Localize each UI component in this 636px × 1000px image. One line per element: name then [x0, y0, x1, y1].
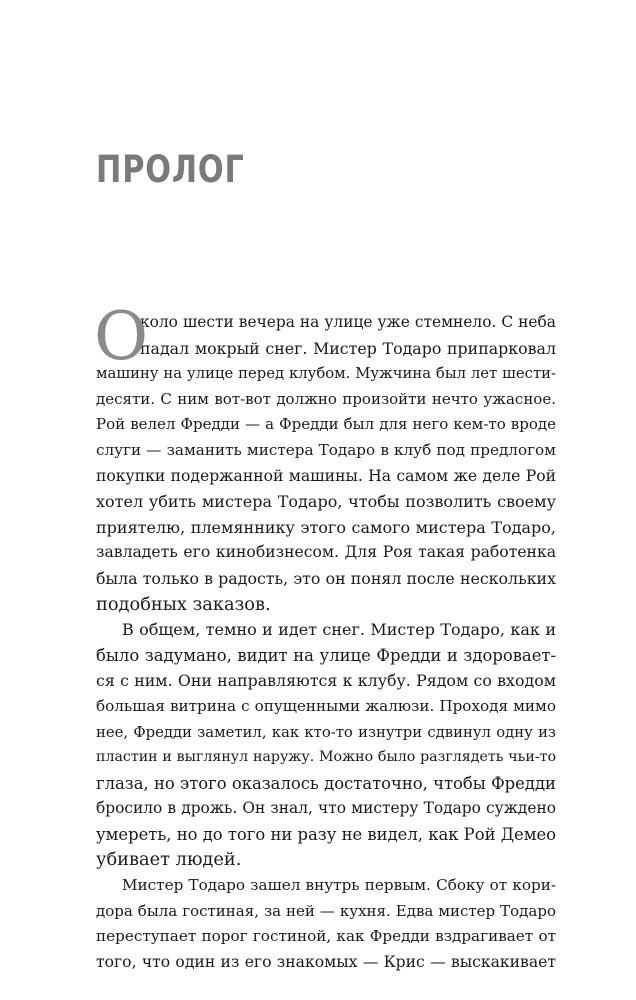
- text-line: было задумано, видит на улице Фредди и здоровает-: [96, 645, 556, 665]
- text-line: десяти. С ним вот-вот должно произойти нечто ужасное.: [96, 389, 556, 408]
- text-line: бросило в дрожь. Он знал, что мистеру Тодаро суждено: [96, 799, 556, 818]
- text-line: покупки подержанной машины. На самом же деле Рой: [96, 466, 556, 485]
- text-line: того, что один из его знакомых — Крис — выскакивает: [96, 952, 556, 971]
- text-line: завладеть его кинобизнесом. Для Роя такая работенка: [96, 543, 556, 562]
- text-line: падал мокрый снег. Мистер Тодаро припарковал: [140, 338, 556, 358]
- text-line: была только в радость, это он понял после нескольких: [96, 568, 556, 588]
- text-line: пластин и выглянул наружу. Можно было разглядеть чьи-то: [96, 749, 556, 766]
- text-line: Мистер Тодаро зашел внутрь первым. Сбоку от кори-: [122, 876, 556, 895]
- chapter-title: ПРОЛОГ: [96, 148, 245, 191]
- text-line: приятелю, племяннику этого самого мистера Тодаро,: [96, 517, 556, 537]
- text-line: подобных заказов.: [96, 593, 271, 615]
- text-line: умереть, но до того ни разу не видел, как Рой Демео: [96, 824, 557, 844]
- text-line: В общем, темно и идет снег. Мистер Тодаро, как и: [122, 620, 556, 640]
- text-line: Рой велел Фредди — а Фредди был для него кем-то вроде: [96, 415, 556, 434]
- text-line: переступает порог гостиной, как Фредди вздрагивает от: [96, 927, 556, 946]
- text-line: машину на улице перед клубом. Мужчина был лет шести-: [96, 365, 556, 383]
- text-line: хотел убить мистера Тодаро, чтобы позволить своему: [96, 492, 556, 512]
- text-line: дора была гостиная, за ней — кухня. Едва мистер Тодаро: [96, 901, 556, 920]
- text-line: убивает людей.: [96, 849, 242, 871]
- drop-cap: О: [94, 298, 149, 375]
- text-line: нее, Фредди заметил, как кто-то изнутри сдвинул одну из: [96, 723, 556, 741]
- chapter-body: [94, 298, 557, 975]
- text-line: слуги — заманить мистера Тодаро в клуб под предлогом: [96, 440, 556, 459]
- text-line: глаза, но этого оказалось достаточно, чтобы Фредди: [96, 773, 556, 793]
- text-line: коло шести вечера на улице уже стемнело. С неба: [140, 313, 556, 331]
- text-line: ся с ним. Они направляются к клубу. Рядом со входом: [96, 671, 556, 691]
- text-line: большая витрина с опущенными жалюзи. Проходя мимо: [96, 696, 556, 715]
